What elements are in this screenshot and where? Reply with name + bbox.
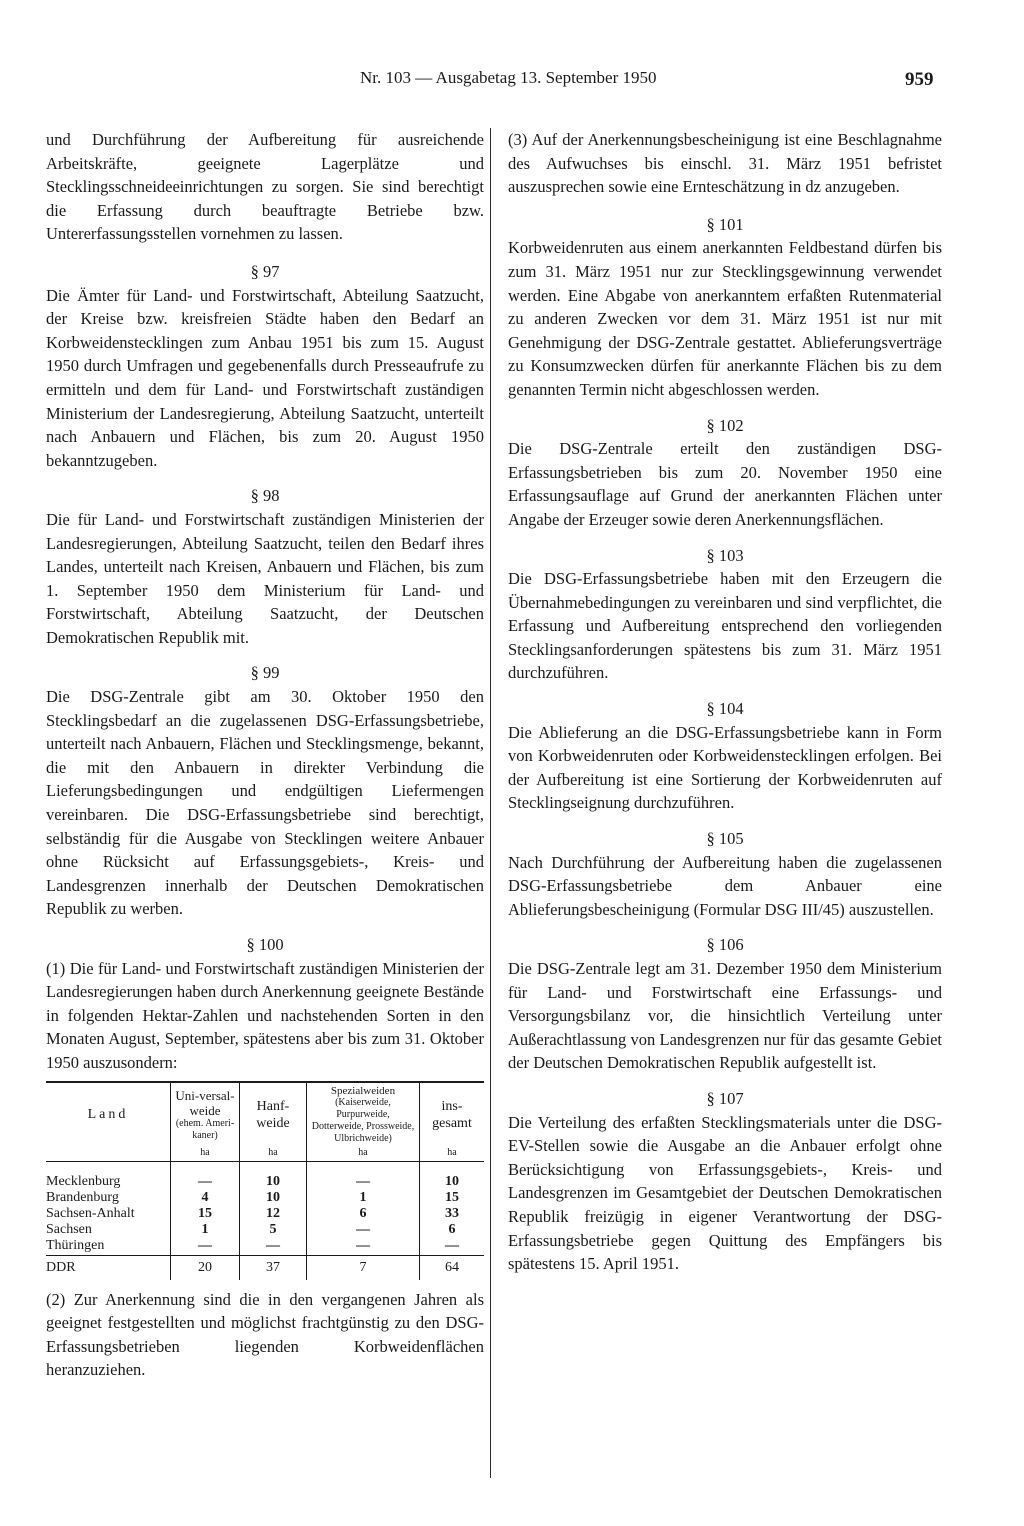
paragraph-100-1: (1) Die für Land- und Forstwirtschaft zuständigen Ministerien der Landesregierungen haben durch Anerkennung geeignete Bestände in folgenden Hektar-Zahlen und nachstehenden Sorten in den Monaten August, September, spätestens aber bis zum 31. Oktober 1950 auszusondern: xyxy=(46,958,484,1072)
hanf-cell: 10 xyxy=(240,1190,307,1206)
ins-cell: 33 xyxy=(445,1205,459,1221)
table-row xyxy=(46,1222,484,1238)
spez-cell: — xyxy=(307,1238,420,1256)
uni-cell: — xyxy=(171,1161,240,1190)
table-total-row xyxy=(46,1255,484,1280)
col-header-insgesamt: ins-gesamt xyxy=(432,1098,472,1131)
spez-cell: 1 xyxy=(307,1190,420,1206)
right-column xyxy=(508,128,942,1276)
ins-cell: 6 xyxy=(448,1221,456,1237)
ins-cell: 10 xyxy=(445,1173,459,1189)
paragraph-104: Die Ablieferung an die DSG-Erfassungsbetriebe kann in Form von Korbweidenruten oder Korbweidenstecklingen erfolgen. Bei der Aufbereitung ist eine Sortierung der Korbweidenruten auf Stecklingseignung durchzuführen. xyxy=(508,722,942,813)
unit-cell-spez: ha xyxy=(307,1147,420,1162)
col-header-spezialweiden xyxy=(307,1082,420,1147)
paragraph-105: Nach Durchführung der Aufbereitung haben die zugelassenen DSG-Erfassungsbetriebe dem Anbauer eine Ablieferungsbescheinigung (Formular DSG III/45) auszustellen. xyxy=(508,852,942,919)
paragraph-100-3: (3) Auf der Anerkennungsbescheinigung ist eine Beschlagnahme des Aufwuchses bis einschl. 31. März 1951 befristet auszusprechen sowie eine Ernteschätzung in dz anzugeben. xyxy=(508,130,942,197)
paragraph-101: Korbweidenruten aus einem anerkannten Feldbestand dürfen bis zum 31. März 1951 nur zur Stecklingsgewinnung verwendet werden. Eine Abgabe von anerkanntem erfaßten Rutenmaterial zu anderen Zwecken vor dem 31. März 1951 ist nur mit Genehmigung der DSG-Zentrale gestattet. Ablieferungsverträge zu Konsumzwecken dürfen für anerkannte Flächen bis zu dem genannten Termin nicht abgeschlossen werden. xyxy=(508,238,942,399)
col-header-universalweide-note: (ehem. Ameri-kaner) xyxy=(175,1117,235,1141)
section-heading-103: § 103 xyxy=(706,545,744,565)
land-cell: Sachsen xyxy=(46,1222,171,1238)
left-column xyxy=(46,128,484,1382)
uni-cell: 15 xyxy=(171,1206,240,1222)
ins-cell: — xyxy=(420,1238,485,1256)
page-header xyxy=(0,68,1024,98)
col-header-universalweide-label: Uni-versal-weide xyxy=(175,1087,235,1118)
hanf-cell: 12 xyxy=(240,1206,307,1222)
spez-cell: — xyxy=(307,1222,420,1238)
section-heading-99: § 99 xyxy=(250,663,280,683)
hanf-cell: — xyxy=(240,1238,307,1256)
total-hanf-cell: 37 xyxy=(240,1255,307,1280)
total-ins-cell: 64 xyxy=(445,1259,459,1275)
section-heading-101: § 101 xyxy=(706,214,744,234)
section-heading-98: § 98 xyxy=(250,486,280,506)
section-heading-104: § 104 xyxy=(706,699,744,719)
col-header-land: Land xyxy=(46,1082,171,1147)
land-cell: Brandenburg xyxy=(46,1190,171,1206)
uni-cell: — xyxy=(171,1238,240,1256)
col-header-hanfweide: Hanf-weide xyxy=(240,1082,307,1147)
paragraph-99: Die DSG-Zentrale gibt am 30. Oktober 1950 den Stecklingsbedarf an die zugelassenen DSG-Erfassungsbetriebe, unterteilt nach Anbauern, Flächen und Stecklingsmenge, bekannt, die mit den Anbauern in direkter Verbindung die Lieferungsbedingungen und endgültigen Liefermengen vereinbaren. Die DSG-Erfassungsbetriebe sind berechtigt, selbständig für die Ausgabe von Stecklingen weitere Anbauer ohne Rücksicht auf Erfassungsgebiets-, Kreis- und Landesgrenzen innerhalb der Deutschen Demokratischen Republik zu werben. xyxy=(46,687,484,919)
col-header-spezialweiden-note: (Kaiserweide, Purpurweide, Dotterweide, Prossweide, Ulbrichweide) xyxy=(311,1096,415,1144)
ins-cell: 15 xyxy=(445,1189,459,1205)
column-divider xyxy=(490,128,491,1478)
hectare-table xyxy=(46,1081,484,1280)
paragraph-103: Die DSG-Erfassungsbetriebe haben mit den Erzeugern die Übernahmebedingungen zu vereinbaren und sind verpflichtet, die Erfassung und Aufbereitung entsprechend den vorliegenden Stecklingsanforderungen spätestens bis zum 31. März 1951 durchzuführen. xyxy=(508,569,942,683)
unit-cell-ins: ha xyxy=(420,1147,485,1162)
table-row xyxy=(46,1161,484,1190)
table-row xyxy=(46,1238,484,1256)
hanf-cell: 5 xyxy=(240,1222,307,1238)
paragraph-97: Die Ämter für Land- und Forstwirtschaft, Abteilung Saatzucht, der Kreise bzw. kreisfreien Städte haben den Bedarf an Korbweidenstecklingen zum Anbau 1951 bis zum 15. August 1950 durch Umfragen und gegebenenfalls durch Presseaufrufe zu ermitteln und dem für Land- und Forstwirtschaft zuständigen Ministerium der Landesregierung, Abteilung Saatzucht, unterteilt nach Anbauern und Flächen, bis zum 20. August 1950 bekanntzugeben. xyxy=(46,285,484,470)
uni-cell: 1 xyxy=(171,1222,240,1238)
spez-cell: — xyxy=(307,1161,420,1190)
table-row xyxy=(46,1190,484,1206)
uni-cell: 4 xyxy=(171,1190,240,1206)
section-heading-100: § 100 xyxy=(246,935,284,954)
land-cell: Sachsen-Anhalt xyxy=(46,1206,171,1222)
total-land-cell: DDR xyxy=(46,1255,171,1280)
paragraph-107: Die Verteilung des erfaßten Stecklingsmaterials unter die DSG-EV-Stellen sowie die Ausgabe an die Anbauer erfolgt ohne Berücksichtigung von Erfassungsgebiets-, Kreis- und Landesgrenzen im Gesamtgebiet der Deutschen Demokratischen Republik freizügig in eigener Verantwortung der DSG-Erfassungsbetriebe gegen Quittung des Empfängers bis spätestens 15. April 1951. xyxy=(508,1112,942,1274)
paragraph-98: Die für Land- und Forstwirtschaft zuständigen Ministerien der Landesregierungen, Abteilung Saatzucht, teilen den Bedarf ihres Landes, unterteilt nach Kreisen, Anbauern und Flächen, bis zum 1. September 1950 dem Ministerium für Land- und Forstwirtschaft, Abteilung Saatzucht, der Deutschen Demokratischen Republik mit. xyxy=(46,509,484,647)
total-spez-cell: 7 xyxy=(307,1255,420,1280)
paragraph-100-2: (2) Zur Anerkennung sind die in den vergangenen Jahren als geeignet festgestellten und möglichst frachtgünstig zu den DSG-Erfassungsbetrieben liegenden Korbweidenflächen heranzuziehen. xyxy=(46,1289,484,1380)
paragraph-intro: und Durchführung der Aufbereitung für ausreichende Arbeitskräfte, geeignete Lagerplätze und Stecklingsschneideeinrichtungen zu sorgen. Sie sind berechtigt die Erfassung durch beauftragte Betriebe bzw. Untererfassungsstellen vornehmen zu lassen. xyxy=(46,130,484,244)
col-header-spezialweiden-label: Spezialweiden xyxy=(330,1084,396,1097)
page-number: 959 xyxy=(905,69,934,90)
hanf-cell: 10 xyxy=(240,1161,307,1190)
unit-cell-land xyxy=(46,1147,171,1162)
section-heading-97: § 97 xyxy=(250,261,280,281)
section-heading-102: § 102 xyxy=(706,415,744,435)
section-heading-107: § 107 xyxy=(706,1088,744,1108)
paragraph-102: Die DSG-Zentrale erteilt den zuständigen DSG-Erfassungsbetrieben bis zum 20. November 1950 eine Erfassungsauflage auf Grund der anerkannten Flächen unter Angabe der Erzeuger sowie deren Anerkennungsflächen. xyxy=(508,439,942,529)
spez-cell: 6 xyxy=(307,1206,420,1222)
unit-cell-hanf: ha xyxy=(240,1147,307,1162)
total-uni-cell: 20 xyxy=(171,1255,240,1280)
land-cell: Mecklenburg xyxy=(46,1161,171,1190)
section-heading-106: § 106 xyxy=(706,935,744,955)
table-row xyxy=(46,1206,484,1222)
col-header-universalweide xyxy=(171,1082,240,1147)
issue-title: Nr. 103 — Ausgabetag 13. September 1950 xyxy=(360,68,657,87)
unit-cell-uni: ha xyxy=(171,1147,240,1162)
paragraph-106: Die DSG-Zentrale legt am 31. Dezember 1950 dem Ministerium für Land- und Forstwirtschaft eine Erfassungs- und Versorgungsbilanz vor, die hinsichtlich Verteilung unter Außerachtlassung von Landesgrenzen nur für das gesamte Gebiet der Deutschen Demokratischen Republik aufgestellt ist. xyxy=(508,959,942,1073)
land-cell: Thüringen xyxy=(46,1238,171,1256)
section-heading-105: § 105 xyxy=(706,829,744,849)
